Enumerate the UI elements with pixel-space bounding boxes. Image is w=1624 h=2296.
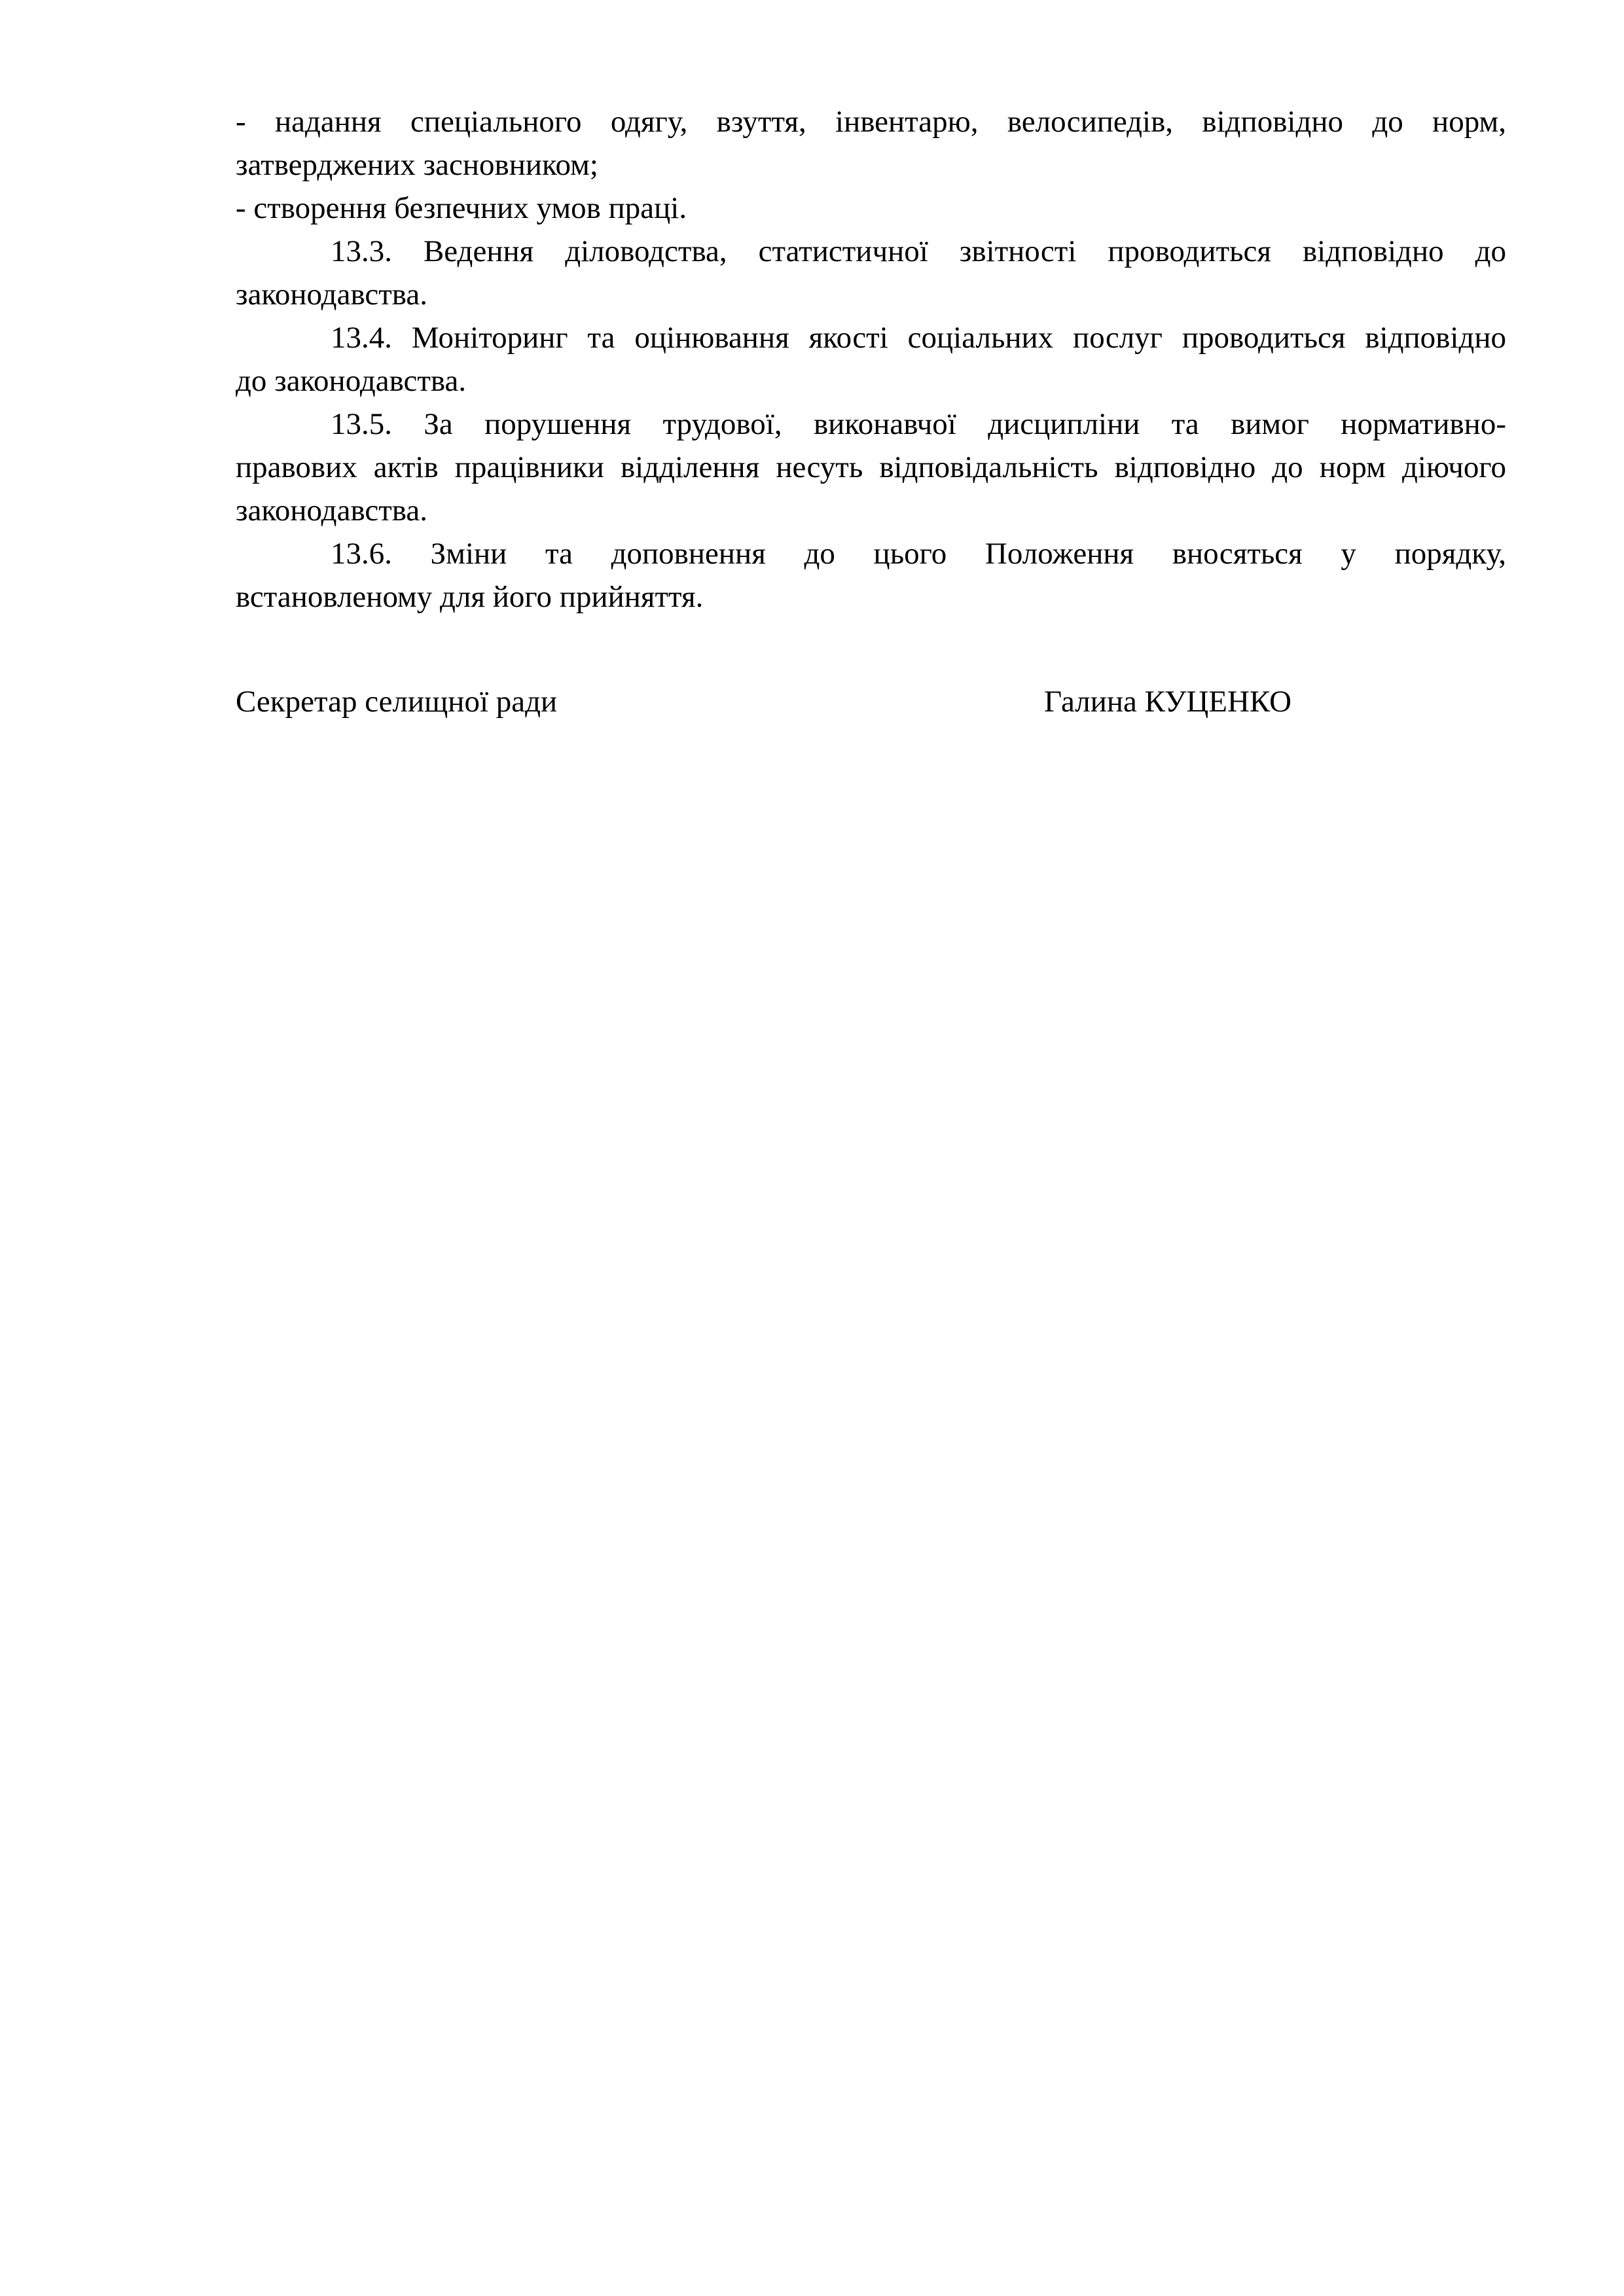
signature-name: Галина КУЦЕНКО — [1044, 685, 1292, 719]
clause-13-4-line-1: 13.4. Моніторинг та оцінювання якості соціальних послуг проводиться відповідно — [331, 321, 1506, 355]
dash-item-2-line-1: - створення безпечних умов праці. — [236, 191, 687, 225]
clause-13-5-line-2: правових актів працівники відділення несуть відповідальність відповідно до норм діючого — [236, 450, 1506, 484]
dash-item-1-line-1: - надання спеціального одягу, взуття, інвентарю, велосипедів, відповідно до норм, — [236, 105, 1506, 139]
clause-13-5-line-1: 13.5. За порушення трудової, виконавчої дисципліни та вимог нормативно- — [331, 407, 1506, 441]
clause-13-3-line-2: законодавства. — [236, 278, 427, 312]
clause-13-4-line-2: до законодавства. — [236, 364, 467, 398]
signature-row — [236, 680, 1506, 723]
signature-role: Секретар селищної ради — [236, 685, 558, 719]
clause-13-3-line-1: 13.3. Ведення діловодства, статистичної звітності проводиться відповідно до — [331, 234, 1506, 268]
document-text-block — [236, 100, 1506, 723]
clause-13-6-line-2: встановленому для його прийняття. — [236, 580, 704, 614]
clause-13-6-line-1: 13.6. Зміни та доповнення до цього Положення вносяться у порядку, — [331, 537, 1506, 571]
dash-item-1-line-2: затверджених засновником; — [236, 148, 598, 182]
clause-13-5-line-3: законодавства. — [236, 493, 427, 528]
